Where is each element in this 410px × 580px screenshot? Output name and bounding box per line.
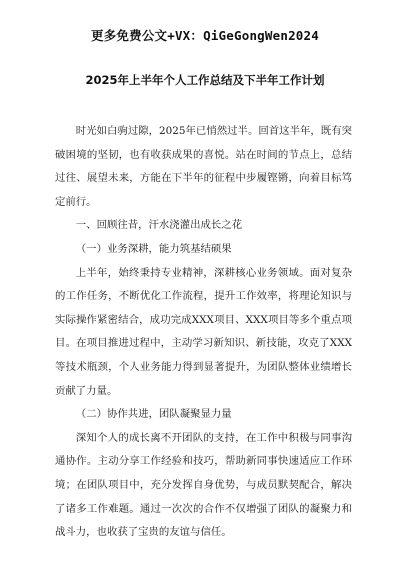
body-paragraph: 深知个人的成长离不开团队的支持，在工作中积极与同事沟通协作。主动分享工作经验和技巧，帮助新同事快速适应工作环境；在团队项目中，充分发挥自身优势，与成员默契配合，解决了诸多工作难题。通过一次次的合作不仅增强了团队的凝聚力和战斗力，也收获了宝贵的友谊与信任。 [55,431,352,539]
document-title: 2025年上半年个人工作总结及下半年工作计划 [85,73,325,87]
body-paragraph: 上半年，始终秉持专业精神，深耕核心业务领域。面对复杂的工作任务，不断优化工作流程，提升工作效率，将理论知识与实际操作紧密结合，成功完成XXX项目、XXX项目等多个重点项目。在项目推进过程中，主动学习新知识、新技能，攻克了XXX等技术瓶颈，个人业务能力得到显著提升，为团队整体业绩增长贡献了力量。 [55,266,352,397]
section-heading: 一、回顾往昔，汗水浇灌出成长之花 [75,219,243,232]
subsection-heading: （二）协作共进，团队凝聚显力量 [75,408,232,421]
promo-banner: 更多免费公文+VX：QiGeGongWen2024 [91,28,319,43]
document-body [55,120,352,545]
intro-paragraph: 时光如白驹过隙，2025年已悄然过半。回首这半年，既有突破困境的坚韧，也有收获成果的喜悦。站在时间的节点上，总结过往、展望未来，方能在下半年的征程中步履铿锵，向着目标笃定前行。 [55,125,352,208]
subsection-heading: （一）业务深耕，能力筑基结硕果 [75,242,232,255]
